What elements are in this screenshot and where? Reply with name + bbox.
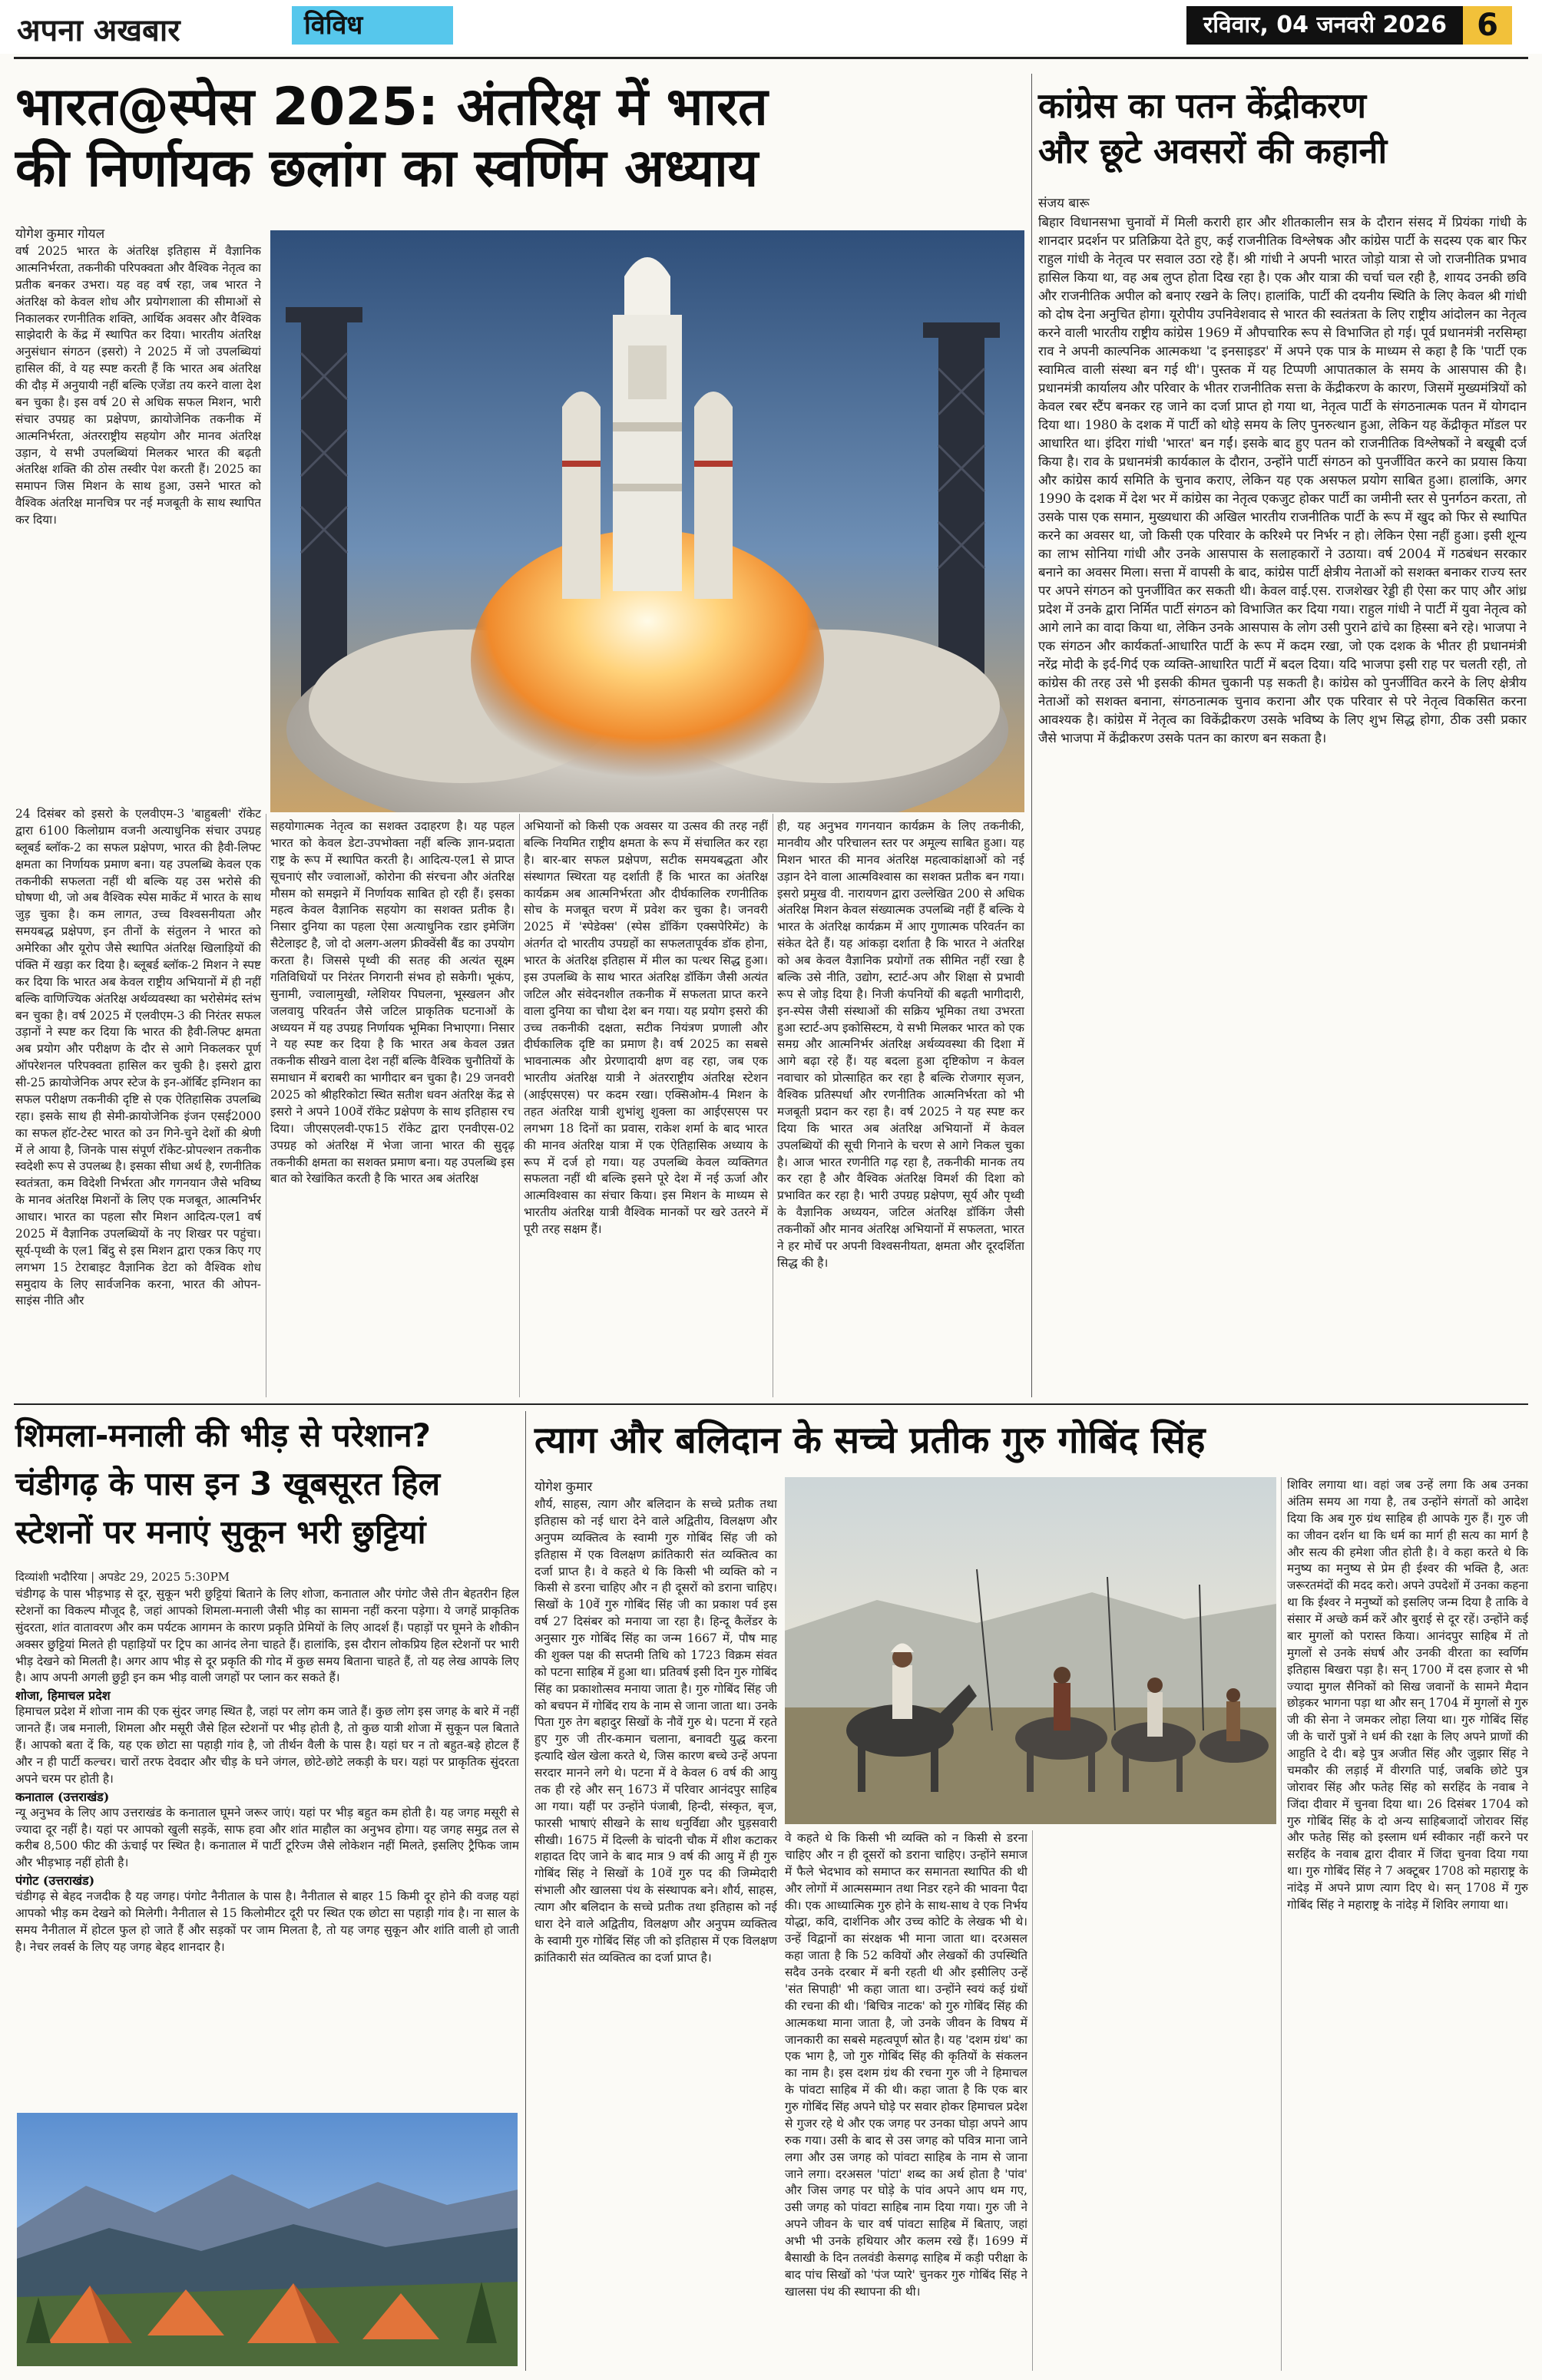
space-column-4 bbox=[777, 818, 1024, 1397]
hills-headline-line3: स्टेशनों पर मनाएं सुकून भरी छुट्टियां bbox=[15, 1513, 426, 1551]
hill-station-tents-photo bbox=[17, 2113, 518, 2366]
space-column-2 bbox=[270, 818, 515, 1397]
guru-body-1: शौर्य, साहस, त्याग और बलिदान के सच्चे प्रतीक तथा इतिहास को नई धारा देने वाले अद्वितीय, विलक्षण और अनुपम व्यक्तित्व के स्वामी गुरु गोबिंद सिंह जी को इतिहास में एक विलक्षण क्रांतिकारी संत व्यक्तित्व का दर्जा प्राप्त है। वे कहते थे कि किसी भी व्यक्ति को न किसी से डरना चाहिए और न ही दूसरों को डराना चाहिए। सिखों के 10वें गुरु गोबिंद सिंह जी का प्रकाश पर्व इस वर्ष 27 दिसंबर को मनाया जा रहा है। हिन्दू कैलेंडर के अनुसार गुरु गोबिंद सिंह का जन्म 1667 में, पौष माह की शुक्ल पक्ष की सप्तमी तिथि को 1723 विक्रम संवत को पटना साहिब में हुआ था। प्रतिवर्ष इसी दिन गुरु गोबिंद सिंह का प्रकाशोत्सव मनाया जाता है। गुरु गोबिंद सिंह जी को बचपन में गोबिंद राय के नाम से जाना जाता था। उनके पिता गुरु तेग बहादुर सिखों के नौवें गुरु थे। पटना में रहते हुए गुरु जी तीर-कमान चलाना, बनावटी युद्ध करना इत्यादि खेल खेला करते थे, जिस कारण बच्चे उन्हें अपना सरदार मानने लगे थे। पटना में वे केवल 6 वर्ष की आयु तक ही रहे और सन् 1673 में परिवार आनंदपुर साहिब आ गया। यहीं पर उन्होंने पंजाबी, हिन्दी, संस्कृत, बृज, फारसी भाषाएं सीखने के साथ धनुर्विद्या और घुड़सवारी सीखी। 1675 में दिल्ली के चांदनी चौक में शीश कटाकर शहादत दिए जाने के बाद मात्र 9 वर्ष की आयु में ही गुरु गोबिंद सिंह ने सिखों के 10वें गुरु पद की जिम्मेदारी संभाली और खालसा पंथ के संस्थापक बने। शौर्य, साहस, त्याग और बलिदान के सच्चे प्रतीक तथा इतिहास को नई धारा देने वाले अद्वितीय, विलक्षण और अनुपम व्यक्तित्व के स्वामी गुरु गोबिंद सिंह जी को इतिहास में एक विलक्षण क्रांतिकारी संत व्यक्तित्व का दर्जा प्राप्त है। bbox=[534, 1497, 777, 1965]
masthead bbox=[0, 0, 1542, 54]
guru-gobind-singh-painting bbox=[785, 1477, 1276, 1824]
guru-body-3: शिविर लगाया था। वहां जब उन्हें लगा कि अब उनका अंतिम समय आ गया है, तब उन्होंने संगतों को आदेश दिया कि अब गुरु ग्रंथ साहिब ही आपके गुरु हैं। गुरु जी का जीवन दर्शन था कि धर्म का मार्ग ही सत्य का मार्ग है और सत्य की हमेशा जीत होती है। वे कहा करते थे कि मनुष्य का मनुष्य से प्रेम ही ईश्वर की भक्ति है, अतः जरूरतमंदों की मदद करो। अपने उपदेशों में उनका कहना था कि ईश्वर ने मनुष्यों को इसलिए जन्म दिया है ताकि वे संसार में अच्छे कर्म करें और बुराई से दूर रहें। उन्होंने कई बार मुगलों को परास्त किया। आनंदपुर साहिब में तो मुगलों से उनके संघर्ष और उनकी वीरता का स्वर्णिम इतिहास बिखरा पड़ा है। सन् 1700 में दस हजार से भी ज्यादा मुगल सैनिकों को सिख जवानों के सामने मैदान छोड़कर भागना पड़ा था और सन् 1704 में मुगलों से गुरु जी की सेना ने जमकर लोहा लिया था। गुरु गोबिंद सिंह जी के चारों पुत्रों ने धर्म की रक्षा के लिए अपने प्राणों की आहुति दे दी। बड़े पुत्र अजीत सिंह और जुझार सिंह ने चमकौर की लड़ाई में वीरगति पाई, जबकि छोटे पुत्र जोरावर सिंह और फतेह सिंह को सरहिंद के नवाब ने जिंदा दीवार में चुनवा दिया था। 26 दिसंबर 1704 को गुरु गोबिंद सिंह के दो अन्य साहिबजादों जोरावर सिंह और फतेह सिंह को इस्लाम धर्म स्वीकार नहीं करने पर सरहिंद के नवाब द्वारा दीवार में जिंदा चुनवा दिया गया था। गुरु गोबिंद सिंह ने 7 अक्टूबर 1708 को महाराष्ट्र के नांदेड़ में अपने प्राण त्याग दिए थे। सन् 1708 में गुरु गोबिंद सिंह ने महाराष्ट्र के नांदेड़ में शिविर लगाया था। bbox=[1287, 1478, 1528, 1912]
congress-byline: संजय बारू bbox=[1038, 196, 1090, 211]
hills-text-shoja: हिमाचल प्रदेश में शोजा नाम की एक सुंदर जगह स्थित है, जहां पर लोग कम जाते हैं। कुछ लोग इस जगह के बारे में नहीं जानते हैं। जब मनाली, शिमला और मसूरी जैसे हिल स्टेशनों पर भीड़ होती है, तो कुछ यात्री शोजा में सुकून पल बिताते हैं। आपको बता दें कि, यह एक छोटा सा पहाड़ी गांव है, जो तीर्थन वैली के पास है। यहां घर न तो बहुत-बड़े होटल हैं और न ही पार्टी कल्चर। चारों तरफ देवदार और चीड़ के घने जंगल, छोटे-छोटे लकड़ी के घर। यहां पर प्राकृतिक सुंदरता अपने चरम पर होती है। bbox=[15, 1704, 519, 1786]
column-rule bbox=[1032, 1830, 1033, 2371]
space-byline: योगेश कुमार गोयल bbox=[15, 226, 105, 242]
page-number: 6 bbox=[1463, 6, 1512, 45]
space-body-1b: 24 दिसंबर को इसरो के एलवीएम-3 'बाहुबली' रॉकेट द्वारा 6100 किलोग्राम वजनी अत्याधुनिक संचार उपग्रह ब्लूबर्ड ब्लॉक-2 का सफल प्रक्षेपण, भारत की हैवी-लिफ्ट क्षमता का निर्णायक प्रमाण बना। यह उपलब्धि केवल एक तकनीकी सफलता नहीं थी बल्कि यह उस भरोसे की घोषणा थी, जो अब वैश्विक स्पेस मार्केट में भारत के साथ जुड़ चुका है। कम लागत, उच्च विश्वसनीयता और समयबद्ध प्रक्षेपण, इन तीनों के संतुलन ने भारत को अमेरिका और यूरोप जैसे स्थापित अंतरिक्ष खिलाड़ियों की पंक्ति में खड़ा कर दिया है। ब्लूबर्ड ब्लॉक-2 मिशन ने स्पष्ट कर दिया कि भारत अब केवल राष्ट्रीय अभियानों में ही नहीं बल्कि वाणिज्यिक अंतरिक्ष अर्थव्यवस्था का भरोसेमंद स्तंभ बन चुका है। वर्ष 2025 में एलवीएम-3 की निरंतर सफल उड़ानों ने स्पष्ट कर दिया कि भारत की हैवी-लिफ्ट क्षमता अब प्रयोग और परीक्षण के दौर से आगे निकलकर पूर्ण ऑपरेशनल परिपक्वता हासिल कर चुकी है। इसरो द्वारा सी-25 क्रायोजेनिक अपर स्टेज के इन-ऑर्बिट इग्निशन का सफल परीक्षण तकनीकी दृष्टि से एक ऐतिहासिक उपलब्धि रहा। इसके साथ ही सेमी-क्रायोजेनिक इंजन एसई2000 का सफल हॉट-टेस्ट भारत को उन गिने-चुने देशों की श्रेणी में ले आया है, जिनके पास संपूर्ण रॉकेट-प्रोपल्शन तकनीक स्वदेशी रूप से उपलब्ध है। इसका सीधा अर्थ है, रणनीतिक स्वतंत्रता, कम विदेशी निर्भरता और गगनयान जैसे भविष्य के मानव अंतरिक्ष मिशनों के लिए एक मजबूत, आत्मनिर्भर आधार। भारत का पहला सौर मिशन आदित्य-एल1 वर्ष 2025 में वैज्ञानिक उपलब्धियों के नए शिखर पर पहुंचा। सूर्य-पृथ्वी के एल1 बिंदु से इस मिशन द्वारा एकत्र किए गए लगभग 15 टेराबाइट वैज्ञानिक डेटा को वैश्विक शोध समुदाय के लिए सार्वजनिक करना, भारत की ओपन-साइंस नीति और bbox=[15, 807, 261, 1308]
hills-subhead-kanatal: कनाताल (उत्तराखंड) bbox=[15, 1789, 110, 1804]
congress-headline-line2: और छूटे अवसरों की कहानी bbox=[1038, 131, 1388, 172]
hill-tents-illustration bbox=[17, 2113, 518, 2366]
space-headline bbox=[15, 77, 1021, 200]
hills-byline: दिव्यांशी भदौरिया | अपडेट 29, 2025 5:30PM bbox=[15, 1570, 230, 1584]
congress-headline-line1: कांग्रेस का पतन केंद्रीकरण bbox=[1038, 85, 1367, 126]
space-headline-line2: की निर्णायक छलांग का स्वर्णिम अध्याय bbox=[15, 138, 759, 200]
column-rule bbox=[1281, 1477, 1282, 2371]
space-column-1-top bbox=[15, 224, 261, 800]
column-rule bbox=[519, 814, 520, 1397]
space-body-3: अभियानों को किसी एक अवसर या उत्सव की तरह नहीं बल्कि नियमित राष्ट्रीय क्षमता के रूप में संचालित कर रहा है। बार-बार सफल प्रक्षेपण, सटीक समयबद्धता और संस्थागत स्थिरता यह दर्शाती हैं कि भारत का अंतरिक्ष कार्यक्रम अब आत्मनिर्भरता और दीर्घकालिक रणनीतिक सोच के मजबूत चरण में प्रवेश कर चुका है। जनवरी 2025 में 'स्पेडेक्स' (स्पेस डॉकिंग एक्सपेरिमेंट) के अंतर्गत दो भारतीय उपग्रहों का सफलतापूर्वक डॉक होना, भारत के अंतरिक्ष इतिहास में मील का पत्थर सिद्ध हुआ। इस उपलब्धि के साथ भारत अंतरिक्ष डॉकिंग जैसी अत्यंत जटिल और संवेदनशील तकनीक में सफलता प्राप्त करने वाला दुनिया का चौथा देश बन गया। यह प्रयोग इसरो की उच्च तकनीकी दक्षता, सटीक नियंत्रण प्रणाली और दीर्घकालिक दृष्टि का प्रमाण है। वर्ष 2025 का सबसे भावनात्मक और प्रेरणादायी क्षण वह रहा, जब एक भारतीय अंतरिक्ष यात्री ने अंतरराष्ट्रीय अंतरिक्ष स्टेशन (आईएसएस) पर कदम रखा। एक्सिओम-4 मिशन के तहत अंतरिक्ष यात्री शुभांशु शुक्ला का आईएसएस पर लगभग 18 दिनों का प्रवास, राकेश शर्मा के बाद भारत की मानव अंतरिक्ष यात्रा में एक ऐतिहासिक अध्याय के रूप में दर्ज हो गया। यह उपलब्धि केवल व्यक्तिगत सफलता नहीं थी बल्कि इसने पूरे देश में नई ऊर्जा और आत्मविश्वास का संचार किया। इस मिशन के माध्यम से भारतीय अंतरिक्ष यात्री वैश्विक मानकों पर खरे उतरने में पूरी तरह सक्षम हैं। bbox=[524, 819, 768, 1236]
guru-column-3 bbox=[1287, 1477, 1528, 2371]
hills-headline-line2: चंडीगढ़ के पास इन 3 खूबसूरत हिल bbox=[15, 1465, 441, 1502]
guru-painting-illustration bbox=[785, 1477, 1276, 1824]
newspaper-brand: अपना अखबार bbox=[17, 13, 180, 48]
hills-subhead-shoja: शोजा, हिमाचल प्रदेश bbox=[15, 1688, 111, 1704]
guru-headline: त्याग और बलिदान के सच्चे प्रतीक गुरु गोबिंद सिंह bbox=[534, 1419, 1206, 1462]
hills-column bbox=[15, 1569, 519, 2107]
guru-byline: योगेश कुमार bbox=[534, 1479, 593, 1495]
hills-text-kanatal: न्यू अनुभव के लिए आप उत्तराखंड के कनाताल घूमने जरूर जाएं। यहां पर भीड़ बहुत कम होती है। यह जगह मसूरी से ज्यादा दूर नहीं है। यहां पर आपको खुली सड़कें, साफ हवा और शांत माहौल का अनुभव होगा। यह जगह समुद्र तल से करीब 8,500 फीट की ऊंचाई पर स्थित है। कनाताल में पार्टी टूरिज्म जैसे लोकेशन नहीं मिलते, इसलिए ट्रैफिक जाम और भीड़भाड़ नहीं होती है। bbox=[15, 1805, 519, 1870]
space-body-2: सहयोगात्मक नेतृत्व का सशक्त उदाहरण है। यह पहल भारत को केवल डेटा-उपभोक्ता नहीं बल्कि ज्ञान-प्रदाता राष्ट्र के रूप में स्थापित करती है। आदित्य-एल1 से प्राप्त सूचनाएं सौर ज्वालाओं, कोरोना की संरचना और अंतरिक्ष मौसम को समझने में निर्णायक साबित हो रही हैं। इसका महत्व केवल वैज्ञानिक सहयोग का सशक्त प्रतीक है। निसार दुनिया का पहला ऐसा अत्याधुनिक रडार इमेजिंग सैटेलाइट है, जो दो अलग-अलग फ्रीक्वेंसी बैंड का उपयोग करता है। जिससे पृथ्वी की सतह की अत्यंत सूक्ष्म गतिविधियों पर निरंतर निगरानी संभव हो सकेगी। भूकंप, सुनामी, ज्वालामुखी, ग्लेशियर पिघलना, भूस्खलन और जलवायु परिवर्तन जैसे जटिल प्राकृतिक घटनाओं के अध्ययन में यह उपग्रह निर्णायक भूमिका निभाएगा। निसार ने यह स्पष्ट कर दिया है कि भारत अब केवल उन्नत तकनीक सीखने वाला देश नहीं बल्कि वैश्विक चुनौतियों के समाधान में बराबरी का भागीदार बन चुका है। 29 जनवरी 2025 को श्रीहरिकोटा स्थित सतीश धवन अंतरिक्ष केंद्र से इसरो ने अपने 100वें रॉकेट प्रक्षेपण के साथ इतिहास रच दिया। जीएसएलवी-एफ15 रॉकेट द्वारा एनवीएस-02 उपग्रह को अंतरिक्ष में भेजा जाना भारत की सुदृढ़ तकनीकी क्षमता का सशक्त प्रमाण बना। यह उपलब्धि इस बात को रेखांकित करती है कि भारत अब अंतरिक्ष bbox=[270, 819, 515, 1186]
guru-column-2b bbox=[1038, 1830, 1276, 2371]
hills-intro: चंडीगढ़ के पास भीड़भाड़ से दूर, सुकून भरी छुट्टियां बिताने के लिए शोजा, कनाताल और पंगोट जैसे तीन बेहतरीन हिल स्टेशनों का विकल्प मौजूद है, जहां आपको शिमला-मनाली जैसी भीड़ का सामना नहीं करना पड़ेगा। ये जगहें प्राकृतिक सुंदरता, शांत वातावरण और कम पर्यटक आगमन के कारण प्रकृति प्रेमियों के लिए आदर्श हैं। पहाड़ों पर घूमने के शौकीन अक्सर छुट्टियां मिलते ही पहाड़ियों पर ट्रिप का आनंद लेना चाहते हैं। हालांकि, इस दौरान लोकप्रिय हिल स्टेशनों पर भारी भीड़ देखने को मिलती है। अगर आप भीड़ से दूर प्रकृति की गोद में कुछ समय बिताना चाहते हैं, तो यह लेख आपके लिए है। आप अपनी अगली छुट्टी इन कम भीड़ वाली जगहों पर प्लान कर सकते हैं। bbox=[15, 1587, 519, 1685]
space-headline-line1: भारत@स्पेस 2025: अंतरिक्ष में भारत bbox=[15, 77, 768, 137]
guru-body-2: वे कहते थे कि किसी भी व्यक्ति को न किसी से डरना चाहिए और न ही दूसरों को डराना चाहिए। उन्होंने समाज में फैले भेदभाव को समाप्त कर समानता स्थापित की थी और लोगों में आत्मसम्मान तथा निडर रहने की भावना पैदा की। एक आध्यात्मिक गुरु होने के साथ-साथ वे एक निर्भय योद्धा, कवि, दार्शनिक और उच्च कोटि के लेखक भी थे। उन्हें विद्वानों का संरक्षक भी माना जाता था। दरअसल कहा जाता है कि 52 कवियों और लेखकों की उपस्थिति सदैव उनके दरबार में बनी रहती थी और इसीलिए उन्हें 'संत सिपाही' भी कहा जाता था। उन्होंने स्वयं कई ग्रंथों की रचना की थी। 'बिचित्र नाटक' को गुरु गोबिंद सिंह की आत्मकथा माना जाता है, जो उनके जीवन के विषय में जानकारी का सबसे महत्वपूर्ण स्रोत है। यह 'दशम ग्रंथ' का एक भाग है, जो गुरु गोबिंद सिंह की कृतियों के संकलन का नाम है। इस दशम ग्रंथ की रचना गुरु जी ने हिमाचल के पांवटा साहिब में की थी। कहा जाता है कि एक बार गुरु गोबिंद सिंह अपने घोड़े पर सवार होकर हिमाचल प्रदेश से गुजर रहे थे और एक जगह पर उनका घोड़ा अपने आप रुक गया। उसी के बाद से उस जगह को पवित्र माना जाने लगा और उस जगह को पांवटा साहिब के नाम से जाना जाने लगा। दरअसल 'पांटा' शब्द का अर्थ होता है 'पांव' और जिस जगह पर घोड़े के पांव अपने आप थम गए, उसी जगह को पांवटा साहिब नाम दिया गया। गुरु जी ने अपने जीवन के चार वर्ष पांवटा साहिब में बिताए, जहां अभी भी उनके हथियार और कलम रखे हैं। 1699 में बैसाखी के दिन तलवंडी केसगढ़ साहिब में कड़ी परीक्षा के बाद पांच सिखों को 'पंज प्यारे' चुनकर गुरु गोबिंद सिंह ने खालसा पंथ की स्थापना की थी। bbox=[785, 1831, 1027, 2299]
rocket-launch-illustration bbox=[270, 230, 1024, 812]
article-divider bbox=[1031, 74, 1032, 1397]
space-body-4: ही, यह अनुभव गगनयान कार्यक्रम के लिए तकनीकी, मानवीय और परिचालन स्तर पर अमूल्य साबित हुआ। यह मिशन भारत की मानव अंतरिक्ष महत्वाकांक्षाओं को नई उड़ान देने वाला आत्मविश्वास का सशक्त प्रतीक बन गया। इसरो प्रमुख वी. नारायणन द्वारा उल्लेखित 200 से अधिक अंतरिक्ष मिशन केवल संख्यात्मक उपलब्धि नहीं हैं बल्कि ये भारत के अंतरिक्ष कार्यक्रम में आए गुणात्मक परिवर्तन का संकेत देते हैं। यह आंकड़ा दर्शाता है कि भारत ने अंतरिक्ष को अब केवल वैज्ञानिक प्रयोगों तक सीमित नहीं रखा है बल्कि उसे नीति, उद्योग, स्टार्ट-अप और शिक्षा से प्रभावी रूप से जोड़ दिया है। निजी कंपनियों की बढ़ती भागीदारी, इन-स्पेस जैसी संस्थाओं की सक्रिय भूमिका तथा उभरता हुआ स्टार्ट-अप इकोसिस्टम, ये सभी मिलकर भारत को एक समग्र और आत्मनिर्भर अंतरिक्ष अर्थव्यवस्था की दिशा में आगे बढ़ा रहे हैं। यह बदला हुआ दृष्टिकोण न केवल नवाचार को प्रोत्साहित कर रहा है बल्कि रोजगार सृजन, वैश्विक प्रतिस्पर्धा और रणनीतिक आत्मनिर्भरता को भी मजबूती प्रदान कर रहा है। वर्ष 2025 ने यह स्पष्ट कर दिया कि भारत अब अंतरिक्ष अभियानों में केवल उपलब्धियों की सूची गिनाने के चरण से आगे निकल चुका है। आज भारत रणनीति गढ़ रहा है, तकनीकी मानक तय कर रहा है और वैश्विक अंतरिक्ष विमर्श की दिशा को प्रभावित कर रहा है। भारी उपग्रह प्रक्षेपण, सूर्य और पृथ्वी के वैज्ञानिक अध्ययन, जटिल अंतरिक्ष डॉकिंग जैसी तकनीकों और मानव अंतरिक्ष अभियानों में सफलता, भारत ने हर मोर्चे पर अपनी विश्वसनीयता, क्षमता और दूरदर्शिता सिद्ध की है। bbox=[777, 819, 1024, 1270]
space-column-3 bbox=[524, 818, 768, 1397]
guru-column-1 bbox=[534, 1477, 777, 2371]
congress-headline bbox=[1038, 83, 1530, 174]
hills-headline bbox=[15, 1411, 522, 1556]
article-divider bbox=[525, 1411, 526, 2371]
congress-body: बिहार विधानसभा चुनावों में मिली करारी हार और शीतकालीन सत्र के दौरान संसद में प्रियंका गांधी के शानदार प्रदर्शन पर प्रतिक्रिया देते हुए, कई राजनीतिक विश्लेषक और कांग्रेस पार्टी के सदस्य एक बार फिर राहुल गांधी के नेतृत्व पर सवाल उठा रहे हैं। श्री गांधी ने अपनी भारत जोड़ो यात्रा से जो राजनीतिक प्रभाव हासिल किया था, वह अब लुप्त होता दिख रहा है। एक और यात्रा की चर्चा चल रही है, शायद उनकी छवि और राजनीतिक अपील को बनाए रखने के लिए। हालांकि, पार्टी की दयनीय स्थिति के लिए केवल श्री गांधी को दोष देना अनुचित होगा। यूरोपीय उपनिवेशवाद से भारत की स्वतंत्रता के लिए राष्ट्रीय आंदोलन का नेतृत्व करने वाली भारतीय राष्ट्रीय कांग्रेस 1969 में औपचारिक रूप से विभाजित हो गई। पूर्व प्रधानमंत्री नरसिम्हा राव ने अपनी काल्पनिक आत्मकथा 'द इनसाइडर' में अपने एक पात्र के माध्यम से कहा है कि 'पार्टी एक स्वामित्व वाली संस्था बन गई थी'। पुस्तक में यह टिप्पणी आपातकाल के समय के आसपास की है। प्रधानमंत्री कार्यालय और परिवार के भीतर राजनीतिक सत्ता के केंद्रीकरण के कारण, जिसमें मुख्यमंत्रियों को केवल रबर स्टैंप बनकर रह जाने का दर्जा प्राप्त हो गया था, नेतृत्व पार्टी के संगठनात्मक पतन में योगदान दिया था। 1980 के दशक में पार्टी को थोड़े समय के लिए पुनरुत्थान हुआ, लेकिन यह केंद्रीकृत मॉडल पर आधारित था। इंदिरा गांधी 'भारत' बन गईं। इसके बाद हुए पतन को राजनीतिक विश्लेषकों ने बखूबी दर्ज किया है। राव के प्रधानमंत्री कार्यकाल के दौरान, उन्होंने पार्टी संगठन को पुनर्जीवित करने का प्रयास किया और कांग्रेस कार्य समिति के चुनाव कराए, लेकिन यह एक असफल प्रयोग साबित हुआ। हालांकि, अगर 1990 के दशक में देश भर में कांग्रेस का नेतृत्व एकजुट होकर पार्टी का जमीनी स्तर से पुनर्गठन करता, तो उसके पास एक समान, मुख्यधारा की अखिल भारतीय राजनीतिक पार्टी के रूप में खुद को फिर से स्थापित करने का अवसर था, जो किसी एक परिवार के करिश्मे पर निर्भर न हो। लेकिन ऐसा नहीं हुआ। इसी शून्य का लाभ सोनिया गांधी और उनके आसपास के सलाहकारों ने उठाया। वर्ष 2004 में गठबंधन सरकार बनाने का अवसर मिला। सत्ता में वापसी के बाद, कांग्रेस पार्टी क्षेत्रीय नेताओं को सशक्त बनाकर राज्य स्तर पर अपने संगठन को पुनर्जीवित कर सकती थी। केवल वाई.एस. राजशेखर रेड्डी ही ऐसा कर पाए और आंध्र प्रदेश में उनके द्वारा निर्मित पार्टी संगठन को विभाजित कर दिया गया। राहुल गांधी ने पार्टी में युवा नेतृत्व को आगे लाने का वादा किया था, लेकिन उनके आसपास के लोग उसी पुराने ढांचे का हिस्सा बने रहे। भाजपा ने एक संगठन और कार्यकर्ता-आधारित पार्टी के रूप में कदम रखा, जो एक दशक के भीतर ही प्रधानमंत्री नरेंद्र मोदी के इर्द-गिर्द एक व्यक्ति-आधारित पार्टी में बदल दिया। यदि भाजपा इसी राह पर चलती रही, तो कांग्रेस की तरह उसे भी इसकी कीमत चुकानी पड़ सकती है। कांग्रेस को पुनर्जीवित करने के लिए क्षेत्रीय नेताओं को सशक्त बनाना, संगठनात्मक चुनाव कराना और एक परिवार से परे नेतृत्व विकसित करना आवश्यक है। कांग्रेस में नेतृत्व का विकेंद्रीकरण उसके भविष्य के लिए शुभ सिद्ध होगा, ठीक उसी प्रकार जैसे भाजपा में केंद्रीकरण उसके पतन का कारण बन सकता है। bbox=[1038, 214, 1527, 746]
masthead-rule bbox=[14, 57, 1528, 59]
hills-subhead-pangot: पंगोट (उत्तराखंड) bbox=[15, 1873, 95, 1889]
section-label: विविध bbox=[292, 6, 453, 45]
section-rule bbox=[14, 1403, 1528, 1405]
hills-headline-line1: शिमला-मनाली की भीड़ से परेशान? bbox=[15, 1416, 432, 1454]
congress-column bbox=[1038, 193, 1527, 1397]
space-column-1-bottom bbox=[15, 806, 261, 1397]
hills-text-pangot: चंडीगढ़ से बेहद नजदीक है यह जगह। पंगोट नैनीताल के पास है। नैनीताल से बाहर 15 किमी दूर होने की वजह यहां आपको भीड़ कम देखने को मिलेगी। नैनीताल से 15 किलोमीटर दूरी पर स्थित एक छोटा सा पहाड़ी गांव है। ना साल के समय नैनीताल में होटल फुल हो जाते हैं और सड़कों पर जाम मिलता है, तो यह जगह सुकून और शांति वाली हो जाती है। नेचर लवर्स के लिए यह जगह बेहद शानदार है। bbox=[15, 1889, 519, 1954]
guru-column-2 bbox=[785, 1830, 1027, 2371]
space-body-1: वर्ष 2025 भारत के अंतरिक्ष इतिहास में वैज्ञानिक आत्मनिर्भरता, तकनीकी परिपक्वता और वैश्विक नेतृत्व का प्रतीक बनकर उभरा। यह वह वर्ष रहा, जब भारत ने अंतरिक्ष को केवल शोध और प्रयोगशाला की सीमाओं से निकालकर रणनीतिक शक्ति, आर्थिक अवसर और वैश्विक साझेदारी के केंद्र में स्थापित कर दिया। भारतीय अंतरिक्ष अनुसंधान संगठन (इसरो) ने 2025 में जो उपलब्धियां हासिल कीं, वे यह स्पष्ट करती हैं कि भारत अब अंतरिक्ष की दौड़ में अनुयायी नहीं बल्कि एजेंडा तय करने वाला देश बन चुका है। इस वर्ष 20 से अधिक सफल मिशन, भारी संचार उपग्रह का प्रक्षेपण, क्रायोजेनिक तकनीक में आत्मनिर्भरता, अंतरराष्ट्रीय सहयोग और मानव अंतरिक्ष उड़ान, ये सभी उपलब्धियां मिलकर भारत की बढ़ती अंतरिक्ष शक्ति की ठोस तस्वीर पेश करती हैं। 2025 का समापन जिस मिशन के साथ हुआ, उसने भारत को वैश्विक अंतरिक्ष मानचित्र पर नई मजबूती के साथ स्थापित कर दिया। bbox=[15, 244, 261, 527]
rocket-launch-photo bbox=[270, 230, 1024, 812]
issue-date: रविवार, 04 जनवरी 2026 bbox=[1186, 6, 1509, 45]
